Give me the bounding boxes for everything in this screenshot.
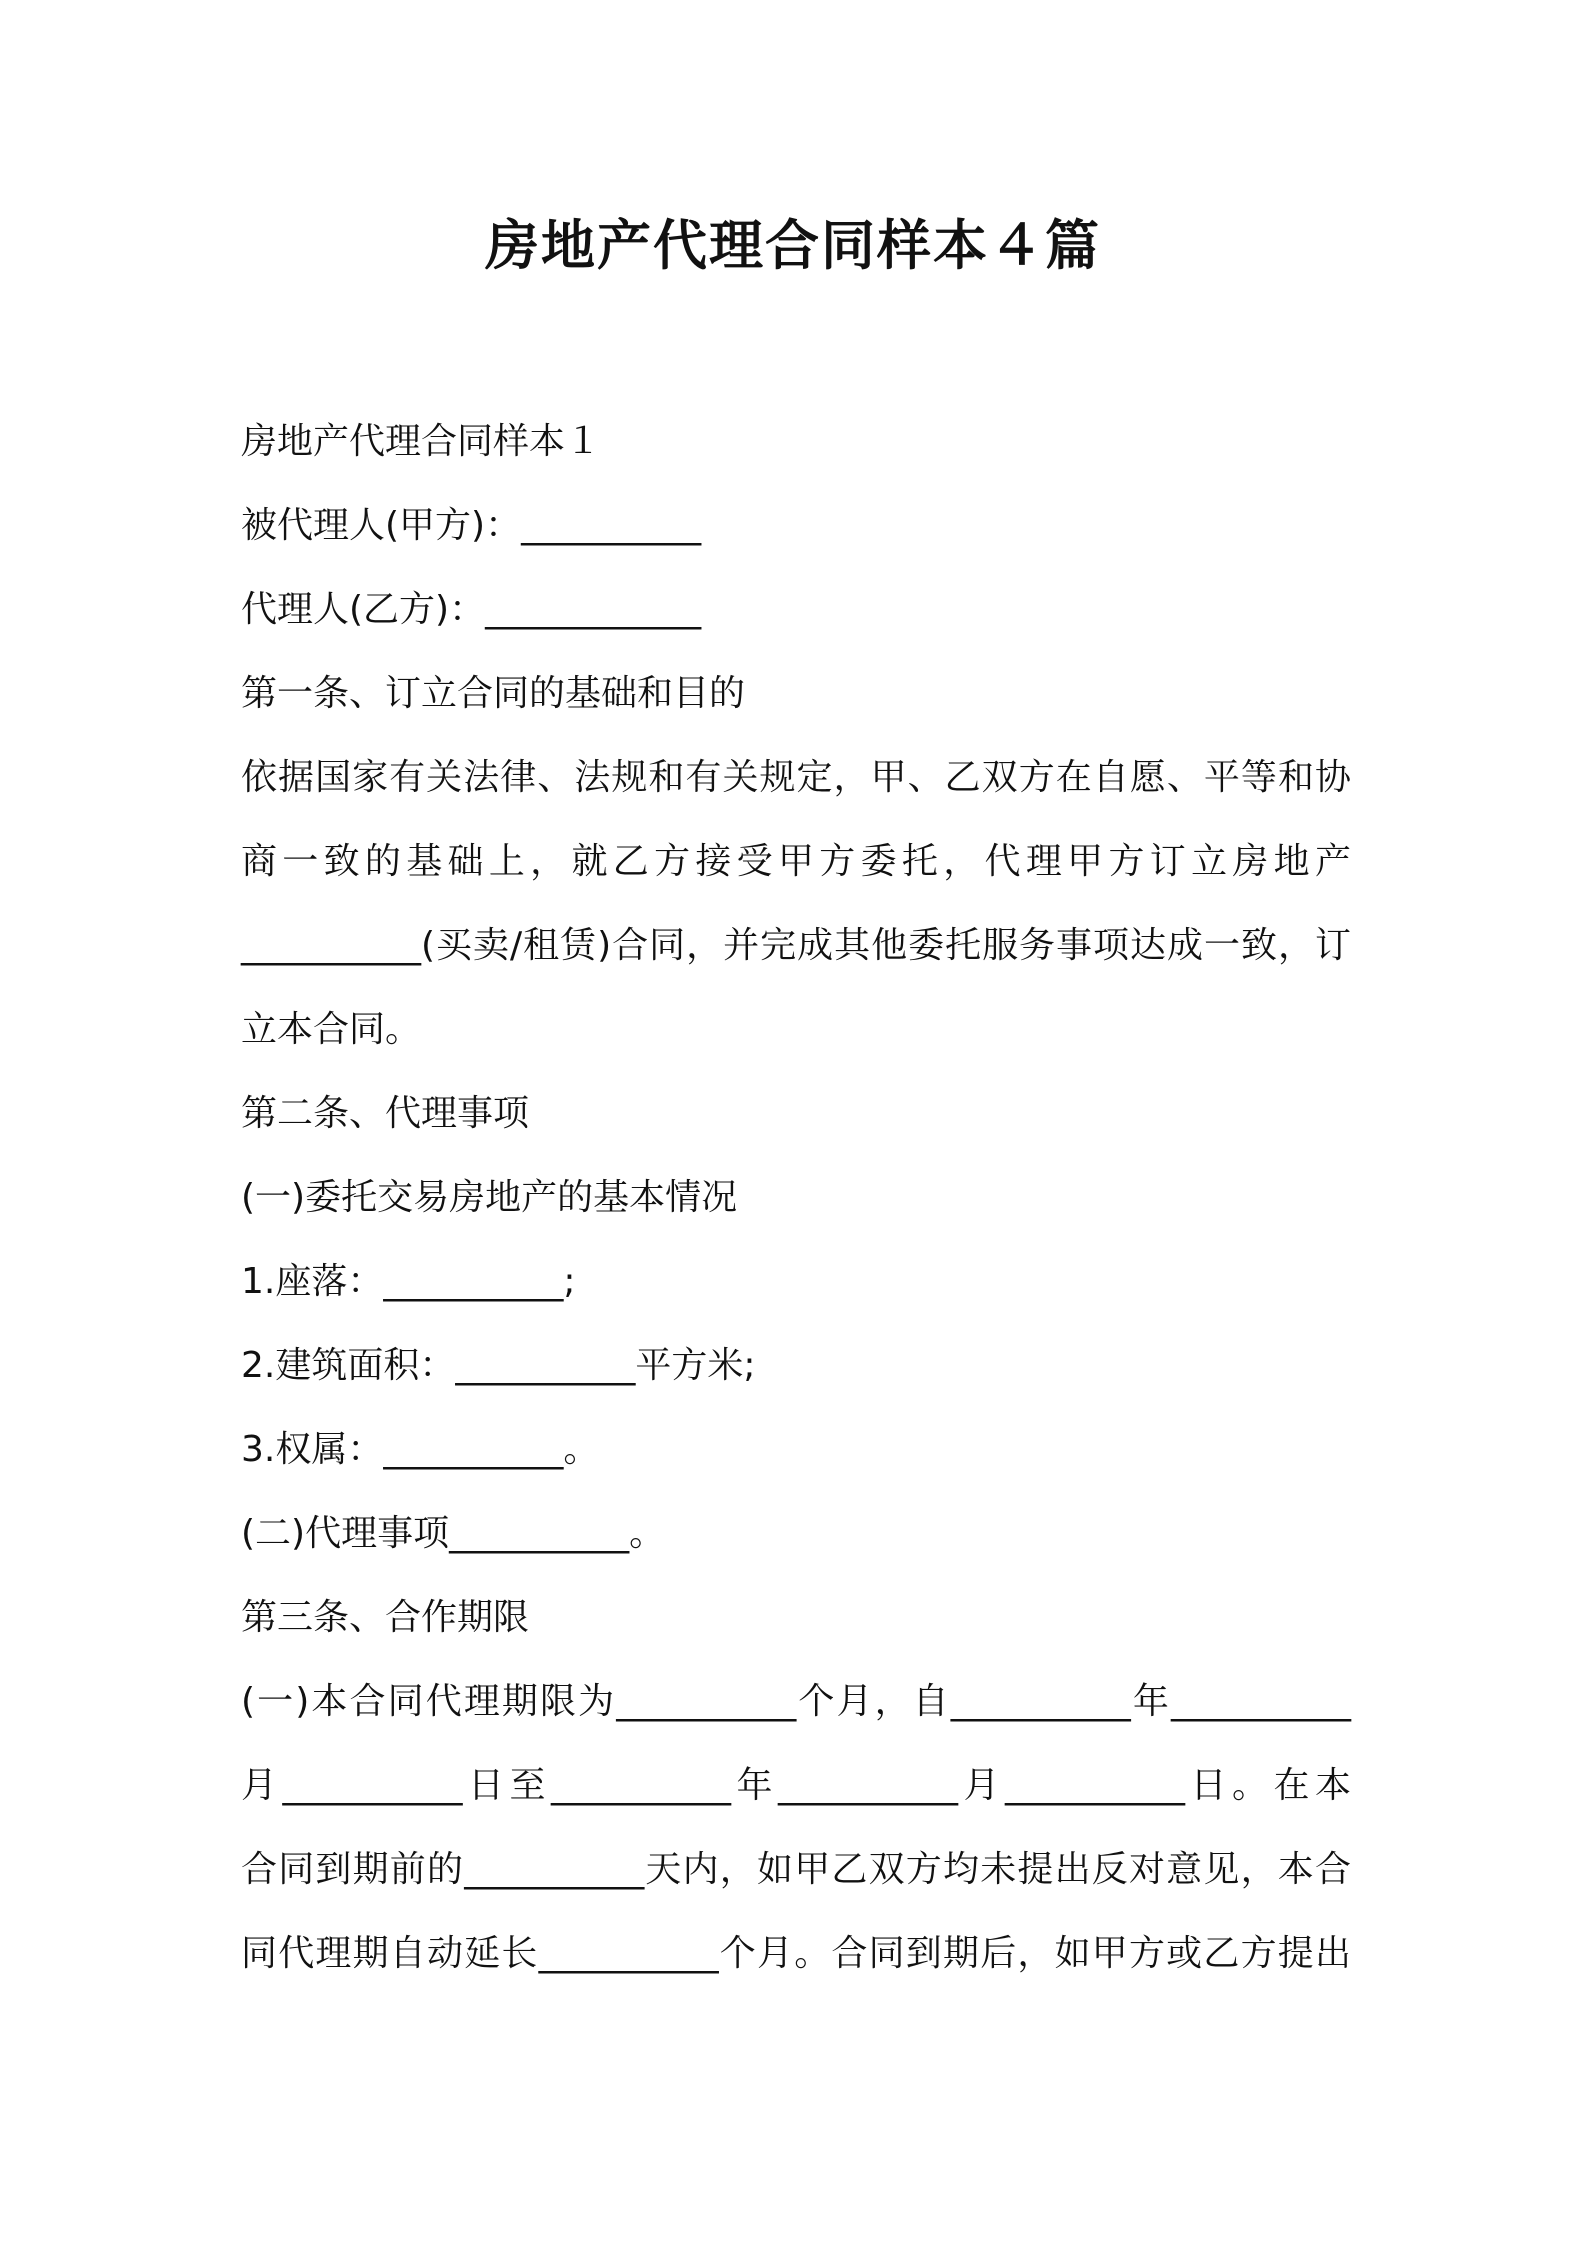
party-a-line: 被代理人(甲方)：__________ xyxy=(241,505,702,546)
article-1-text-line: 依据国家有关法律、法规和有关规定，甲、乙双方在自愿、平等和协 xyxy=(241,757,1351,798)
article-3-text-line: 月__________日至__________年__________月__________日。在本 xyxy=(241,1765,1352,1806)
party-b-line: 代理人(乙方)：____________ xyxy=(241,589,702,630)
location-line: 1.座落：__________; xyxy=(241,1261,576,1302)
document-title: 房地产代理合同样本４篇 xyxy=(485,214,1101,277)
article-1-text-line: 商一致的基础上，就乙方接受甲方委托，代理甲方订立房地产 xyxy=(241,841,1351,882)
article-2-heading: 第二条、代理事项 xyxy=(241,1093,530,1134)
article-1-heading: 第一条、订立合同的基础和目的 xyxy=(241,673,746,714)
sample-heading: 房地产代理合同样本１ xyxy=(241,421,602,462)
ownership-line: 3.权属：__________。 xyxy=(241,1429,600,1470)
agency-matters-line: (二)代理事项__________。 xyxy=(241,1513,666,1554)
document-body xyxy=(241,400,1351,1996)
article-1-text-line: 立本合同。 xyxy=(241,1009,422,1050)
area-line: 2.建筑面积：__________平方米; xyxy=(241,1345,756,1386)
article-3-text-line: (一)本合同代理期限为__________个月，自__________年__________ xyxy=(241,1681,1351,1722)
article-2-subheading: (一)委托交易房地产的基本情况 xyxy=(241,1177,738,1218)
article-3-text-line: 同代理期自动延长__________个月。合同到期后，如甲方或乙方提出 xyxy=(241,1933,1351,1974)
article-1-text-line: __________(买卖/租赁)合同，并完成其他委托服务事项达成一致，订 xyxy=(241,925,1351,966)
article-3-text-line: 合同到期前的__________天内，如甲乙双方均未提出反对意见，本合 xyxy=(241,1849,1351,1890)
article-3-heading: 第三条、合作期限 xyxy=(241,1597,530,1638)
